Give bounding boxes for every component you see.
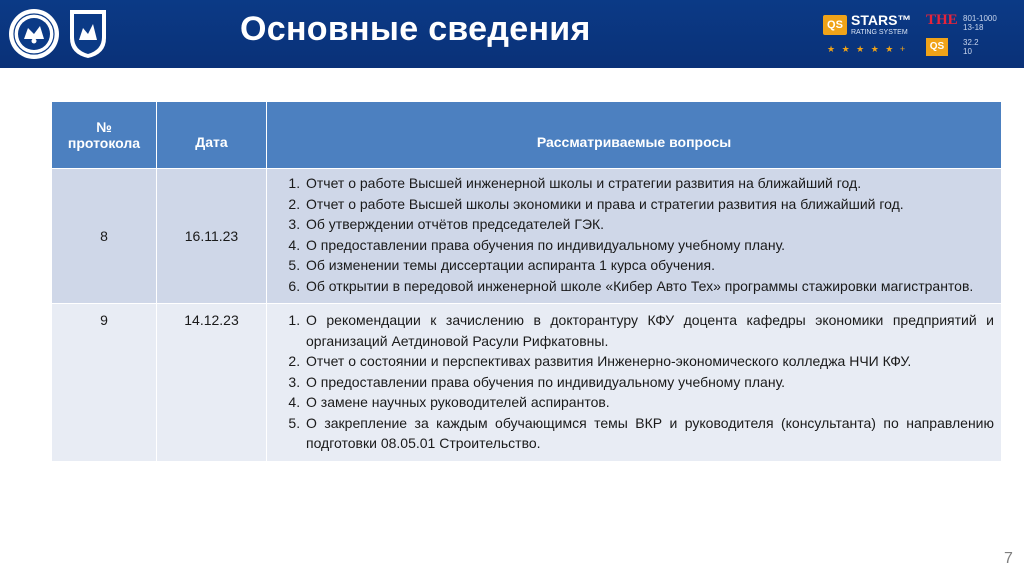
header-bar [0,0,1024,68]
header-protocol-number [52,102,157,169]
qs-badge: QS [823,15,847,35]
protocol-questions [267,304,1002,462]
protocols-table [51,101,1002,462]
table-row [52,304,1002,462]
list-item: 2. Отчет о работе Высшей школы экономики и права и стратегии развития на ближайший год. [304,194,994,215]
protocol-number: 9 [52,304,157,462]
list-item: 1. Отчет о работе Высшей инженерной школы и стратегии развития на ближайший год. [304,173,994,194]
qs-stars-text: STARS™ [851,12,912,28]
header-date: Дата [157,102,267,169]
qs-rating-system-text: RATING SYSTEM [851,29,908,36]
qs-rank-line2: 10 [963,47,972,56]
header-protocol-number-line2: протокола [67,135,141,151]
list-item: 4. О замене научных руководителей аспирантов. [304,392,994,413]
protocol-questions [267,169,1002,304]
the-logo: THE [926,12,958,28]
kfu-emblem-icon [8,8,60,60]
list-item: 3. Об утверждении отчётов председателей ГЭК. [304,214,994,235]
qs-small-logo: QS [926,38,948,56]
list-item: 4. О предоставлении права обучения по индивидуальному учебному плану. [304,235,994,256]
list-item: 2. Отчет о состоянии и перспективах развития Инженерно-экономического колледжа НЧИ КФУ. [304,351,994,372]
page-number: 7 [1004,550,1013,567]
list-item: 5. Об изменении темы диссертации аспиранта 1 курса обучения. [304,255,994,276]
list-item: 3. О предоставлении права обучения по индивидуальному учебному плану. [304,372,994,393]
page-title: Основные сведения [240,10,591,48]
header-protocol-number-line1: № [96,119,112,135]
list-item: 5. О закрепление за каждым обучающимся темы ВКР и руководителя (консультанта) по направлению подготовки 08.05.01 Строительство. [304,413,994,454]
the-rank-line2: 13-18 [963,23,984,32]
protocol-number: 8 [52,169,157,304]
questions-list [268,173,1000,296]
list-item: 1. О рекомендации к зачислению в докторантуру КФУ доцента кафедры экономики предприятий и организаций Аетдиновой Расули Рифкатовны. [304,310,994,351]
protocol-date: 14.12.23 [157,304,267,462]
header-questions: Рассматриваемые вопросы [267,102,1002,169]
qs-stars-logo [823,12,911,58]
questions-list [268,310,1000,454]
protocol-date: 16.11.23 [157,169,267,304]
qs-rank-line1: 32.2 [963,38,979,47]
list-item: 6. Об открытии в передовой инженерной школе «Кибер Авто Тех» программы стажировки магистрантов. [304,276,994,297]
institute-shield-icon [68,8,108,60]
the-rank-line1: 801-1000 [963,14,997,23]
qs-stars-icon: ★ ★ ★ ★ ★ + [827,44,908,54]
table-row [52,169,1002,304]
table-header-row [52,102,1002,169]
